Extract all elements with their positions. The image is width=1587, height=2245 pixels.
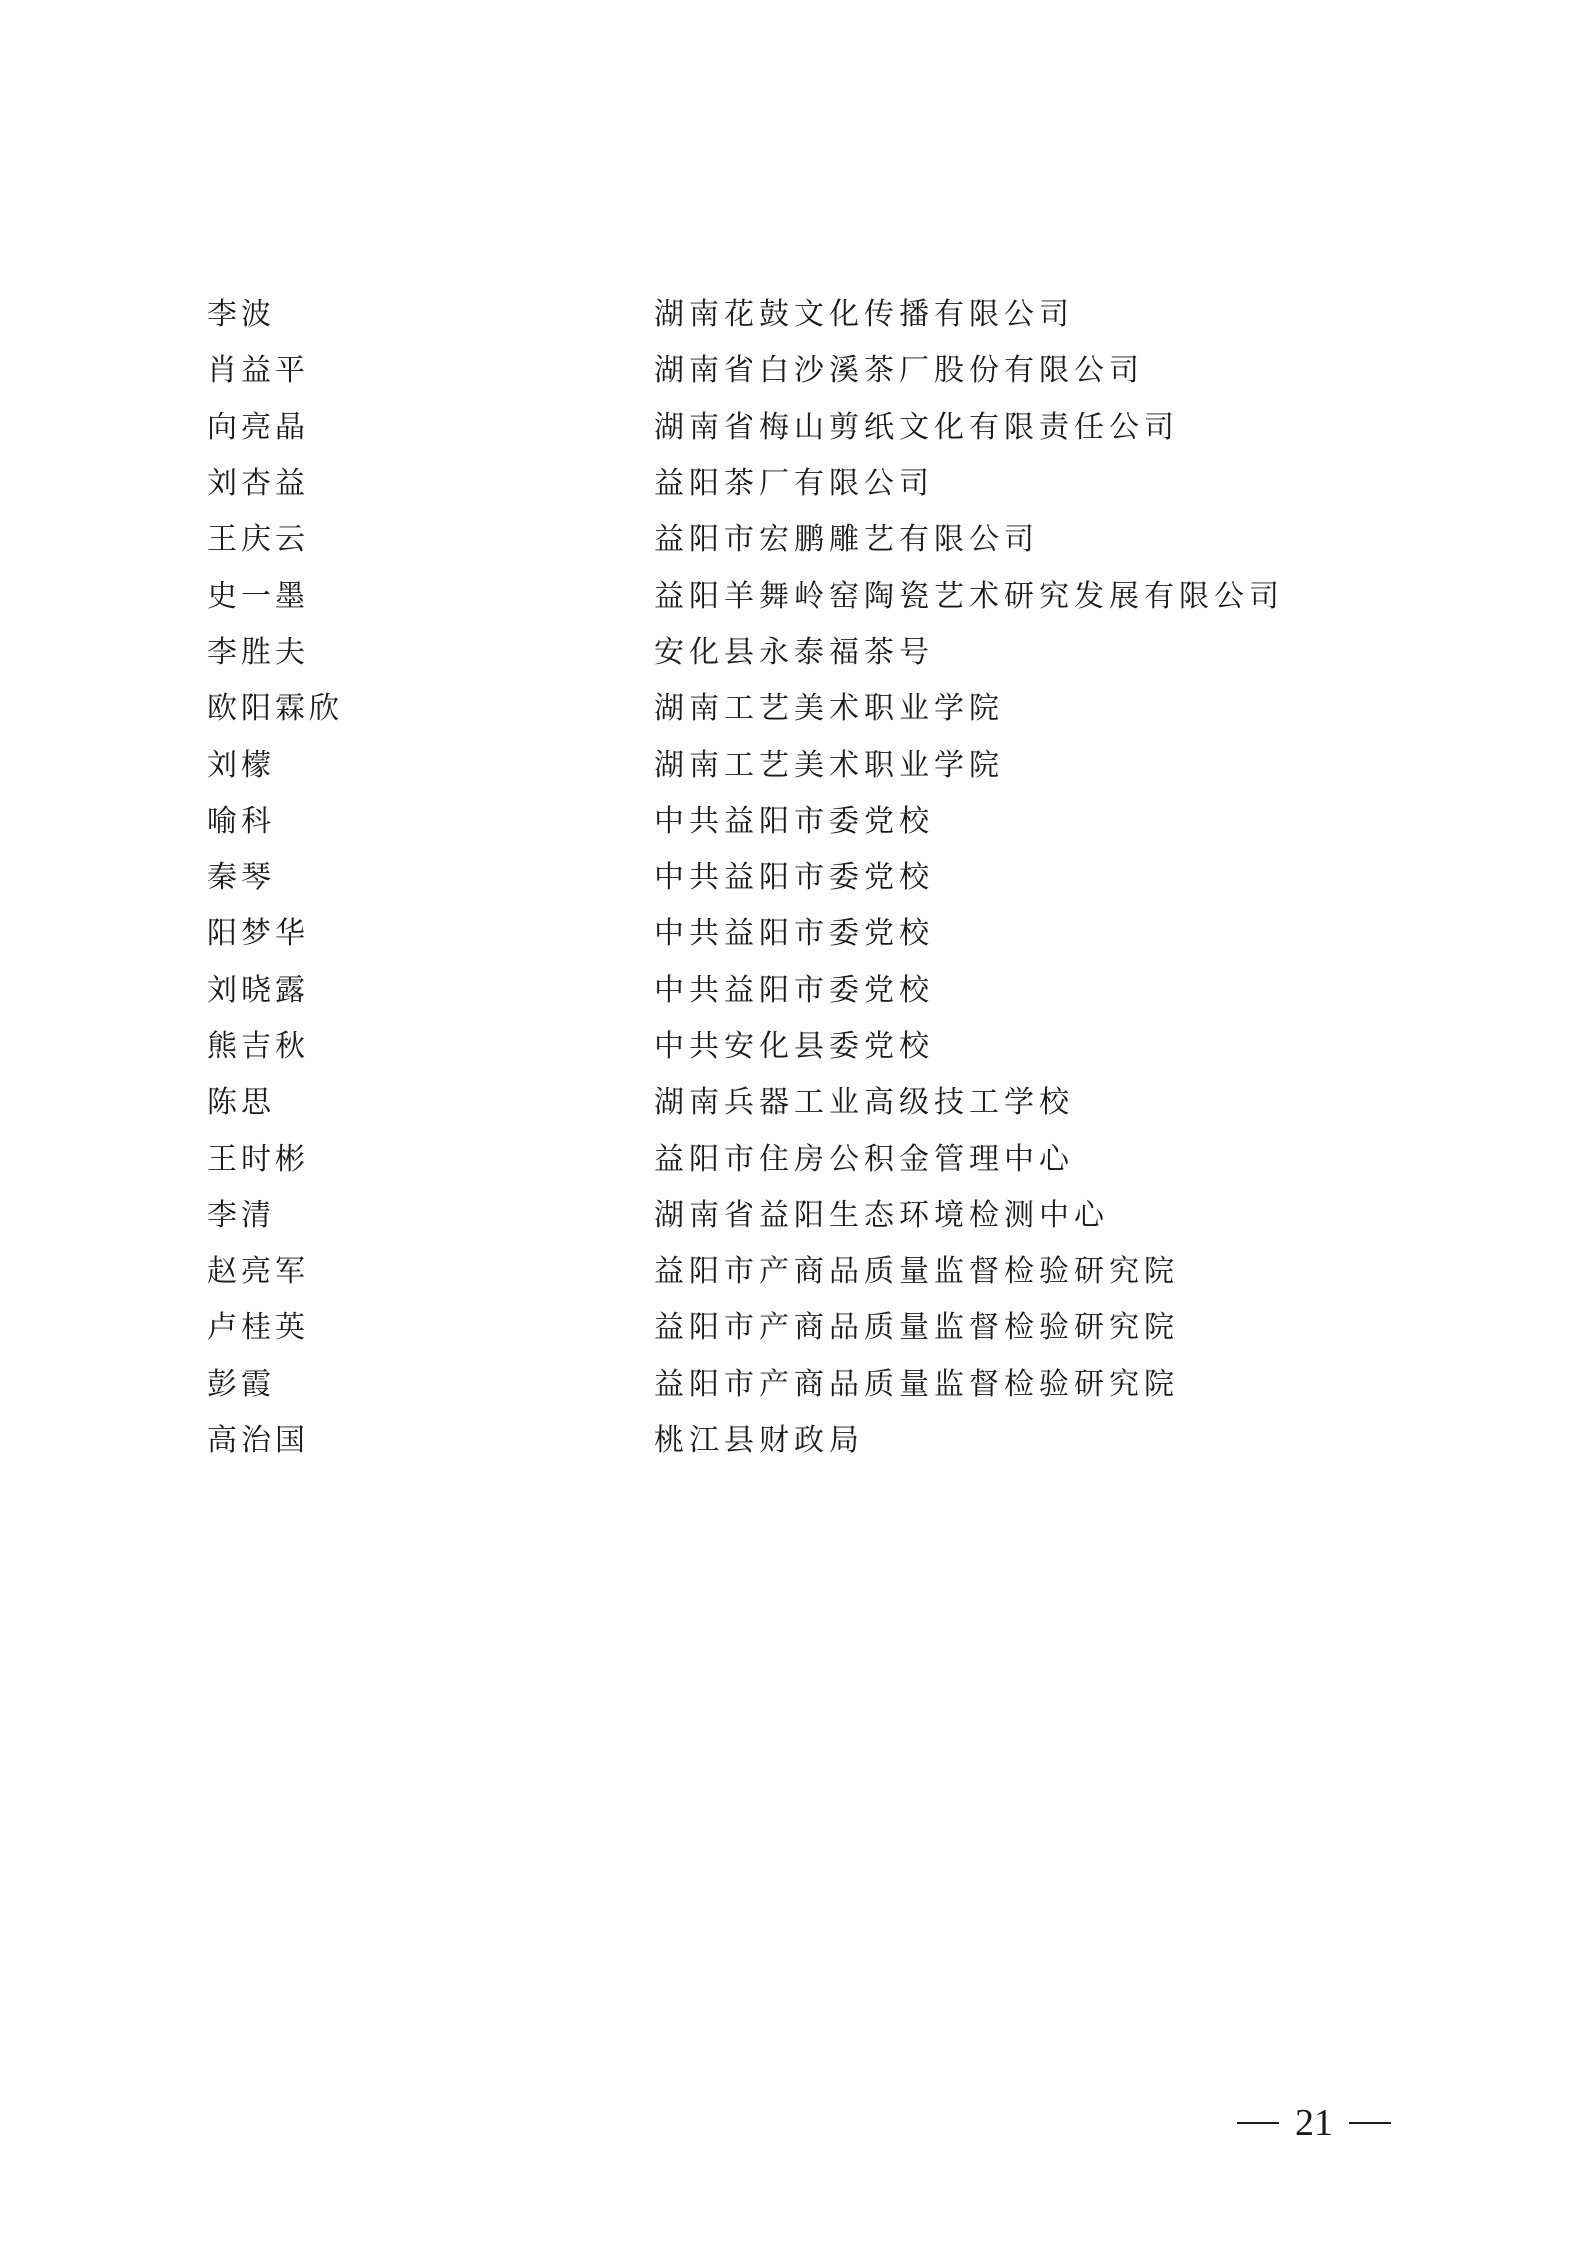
list-item [207,959,1387,1015]
person-name: 李波 [207,297,275,333]
organization: 湖南省益阳生态环境检测中心 [654,1197,1109,1233]
person-name: 王庆云 [207,522,309,558]
person-name: 肖益平 [207,353,309,389]
list-item [207,508,1387,564]
person-name: 向亮晶 [207,409,309,445]
list-item [207,1409,1387,1465]
organization: 湖南省梅山剪纸文化有限责任公司 [654,409,1179,445]
list-item [207,1353,1387,1409]
list-item [207,564,1387,620]
dash-right [1349,2122,1391,2124]
person-name: 欧阳霖欣 [207,691,343,727]
organization: 湖南花鼓文化传播有限公司 [654,297,1074,333]
list-item [207,902,1387,958]
list-item [207,1296,1387,1352]
organization: 湖南工艺美术职业学院 [654,691,1004,727]
organization: 益阳茶厂有限公司 [654,466,934,502]
person-name: 陈思 [207,1085,275,1121]
person-name: 刘杏益 [207,466,309,502]
page-number-value: 21 [1295,2102,1333,2144]
organization: 益阳市产商品质量监督检验研究院 [654,1366,1179,1402]
list-item [207,1184,1387,1240]
organization: 益阳市产商品质量监督检验研究院 [654,1310,1179,1346]
organization: 中共益阳市委党校 [654,860,934,896]
organization: 中共益阳市委党校 [654,972,934,1008]
person-name: 刘檬 [207,747,275,783]
organization: 益阳羊舞岭窑陶瓷艺术研究发展有限公司 [654,578,1284,614]
list-item [207,339,1387,395]
person-name: 王时彬 [207,1141,309,1177]
person-name: 阳梦华 [207,916,309,952]
organization: 中共益阳市委党校 [654,803,934,839]
list-item [207,846,1387,902]
person-name: 高治国 [207,1423,309,1459]
list-item [207,1240,1387,1296]
person-name: 喻科 [207,803,275,839]
list-item [207,283,1387,339]
organization: 中共益阳市委党校 [654,916,934,952]
organization: 湖南兵器工业高级技工学校 [654,1085,1074,1121]
person-name: 刘晓露 [207,972,309,1008]
person-name: 卢桂英 [207,1310,309,1346]
person-name: 李胜夫 [207,634,309,670]
person-name: 赵亮军 [207,1254,309,1290]
list-item [207,452,1387,508]
organization: 桃江县财政局 [654,1423,864,1459]
person-name: 秦琴 [207,860,275,896]
list-item [207,677,1387,733]
person-name: 彭霞 [207,1366,275,1402]
organization: 益阳市产商品质量监督检验研究院 [654,1254,1179,1290]
organization: 益阳市住房公积金管理中心 [654,1141,1074,1177]
person-name: 熊吉秋 [207,1029,309,1064]
page-number [1237,2101,1391,2145]
person-name: 史一墨 [207,578,309,614]
list-item [207,790,1387,846]
list-item [207,1127,1387,1183]
list-item [207,1015,1387,1071]
organization: 湖南工艺美术职业学院 [654,747,1004,783]
organization: 安化县永泰福茶号 [654,634,934,670]
person-name: 李清 [207,1197,275,1233]
list-item [207,733,1387,789]
organization: 中共安化县委党校 [654,1029,934,1064]
name-list [207,283,1387,1465]
organization: 湖南省白沙溪茶厂股份有限公司 [654,353,1144,389]
list-item [207,1071,1387,1127]
list-item [207,621,1387,677]
organization: 益阳市宏鹏雕艺有限公司 [654,522,1039,558]
list-item [207,396,1387,452]
dash-left [1237,2122,1279,2124]
